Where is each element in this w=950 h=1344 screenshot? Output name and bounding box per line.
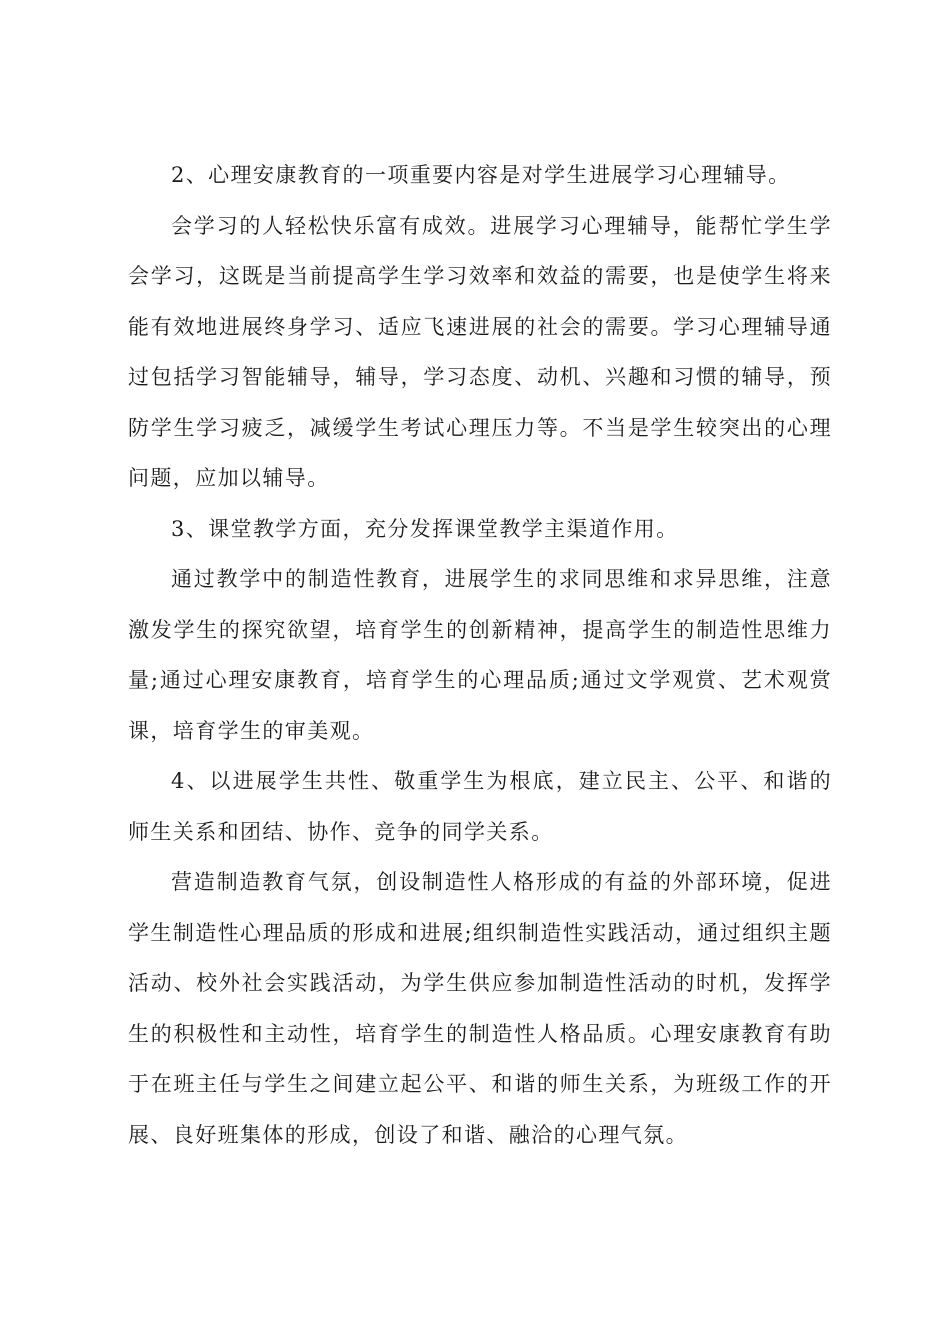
paragraph-creative-atmosphere: 营造制造教育气氛，创设制造性人格形成的有益的外部环境，促进学生制造性心理品质的形成和进展;组织制造性实践活动，通过组织主题活动、校外社会实践活动，为学生供应参加制造性活动的时机，发挥学生的积极性和主动性，培育学生的制造性人格品质。心理安康教育有助于在班主任与学生之间建立起公平、和谐的师生关系，为班级工作的开展、良好班集体的形成，创设了和谐、融洽的心理气氛。 — [128, 870, 832, 1147]
paragraph-heading-2: 2、心理安康教育的一项重要内容是对学生进展学习心理辅导。 — [171, 163, 791, 187]
paragraph-classroom-teaching: 通过教学中的制造性教育，进展学生的求同思维和求异思维，注意激发学生的探究欲望，培育学生的创新精神，提高学生的制造性思维力量;通过心理安康教育，培育学生的心理品质;通过文学观赏、艺术观赏课，培育学生的审美观。 — [128, 567, 832, 743]
document-body — [128, 150, 832, 1160]
paragraph-learning-guidance: 会学习的人轻松快乐富有成效。进展学习心理辅导，能帮忙学生学会学习，这既是当前提高学生学习效率和效益的需要，也是使学生将来能有效地进展终身学习、适应飞速进展的社会的需要。学习心理辅导通过包括学习智能辅导，辅导，学习态度、动机、兴趣和习惯的辅导，预防学生学习疲乏，减缓学生考试心理压力等。不当是学生较突出的心理问题，应加以辅导。 — [128, 213, 832, 490]
paragraph-heading-3: 3、课堂教学方面，充分发挥课堂教学主渠道作用。 — [171, 516, 679, 541]
paragraph-heading-4: 4、以进展学生共性、敬重学生为根底，建立民主、公平、和谐的师生关系和团结、协作、竞争的同学关系。 — [128, 769, 832, 844]
